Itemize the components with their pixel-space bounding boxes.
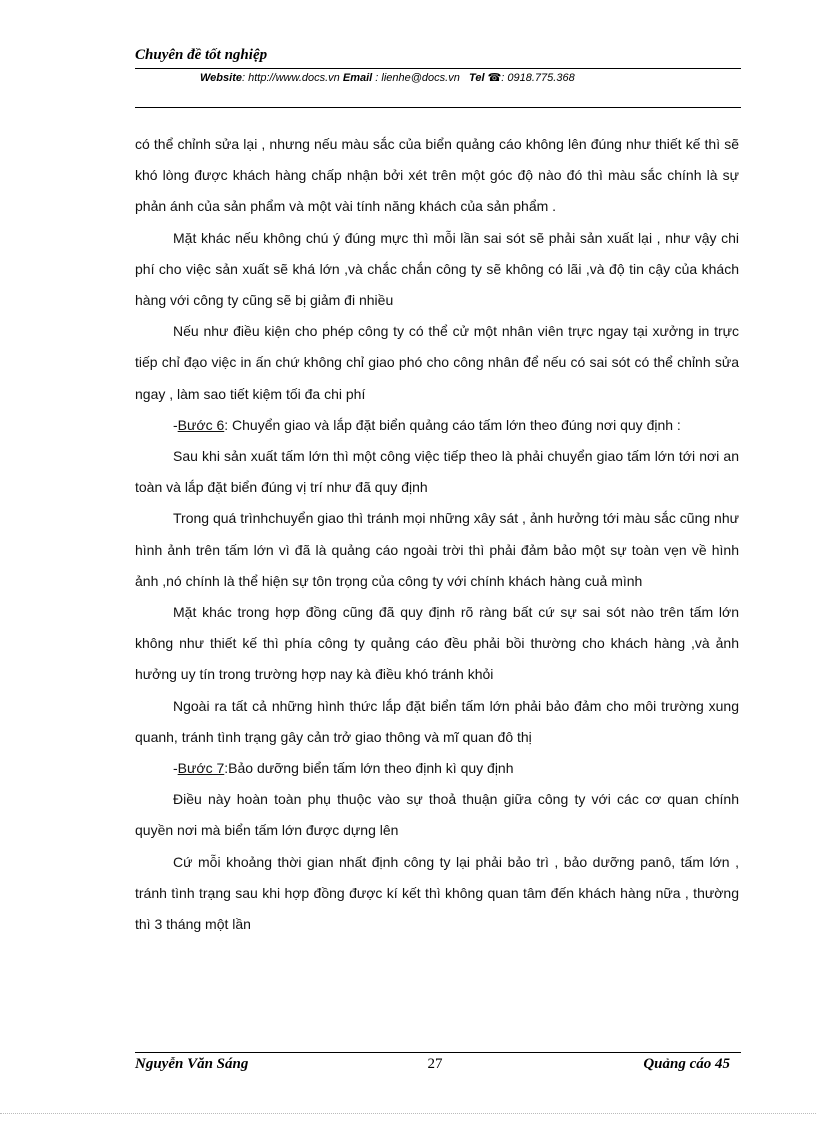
email-value: : lienhe@docs.vn (372, 72, 460, 84)
paragraph: Mặt khác trong hợp đồng cũng đã quy định rõ ràng bất cứ sự sai sót nào trên tấm lớn không như thiết kế thì phía công ty quảng cáo đều phải bồi thường cho khách hàng ,và ảnh hưởng uy tín trong trường hợp nay kà điều khó tránh khỏi (135, 604, 739, 683)
page-edge-dots (0, 1113, 816, 1114)
email-label: Email (342, 72, 373, 84)
phone-icon: ☎ (487, 72, 502, 84)
step-6-prefix: - (173, 416, 178, 433)
website-label: Website (200, 72, 242, 84)
tel-label: Tel (469, 72, 485, 84)
paragraph: có thể chỉnh sửa lại , nhưng nếu màu sắc của biển quảng cáo không lên đúng như thiết kế thì sẽ khó lòng được khách hàng chấp nhận bởi xét trên một góc độ nào đó thì màu sắc chính là sự phản ánh của sản phẩm và một vài tính năng khách của sản phẩm . (135, 136, 739, 215)
tel-value: : 0918.775.368 (501, 72, 575, 84)
page-number: 27 (427, 1056, 443, 1072)
paragraph: Điều này hoàn toàn phụ thuộc vào sự thoả thuận giữa công ty với các cơ quan chính quyền nơi mà biển tấm lớn được dựng lên (135, 791, 739, 839)
step-6-text: : Chuyển giao và lắp đặt biển quảng cáo tấm lớn theo đúng nơi quy định : (224, 416, 681, 433)
paragraph: Nếu như điều kiện cho phép công ty có thể cử một nhân viên trực ngay tại xưởng in trực tiếp chỉ đạo việc in ấn chứ không chỉ giao phó cho công nhân để nếu có sai sót có thể chỉnh sửa ngay , làm sao tiết kiệm tối đa chi phí (135, 323, 739, 402)
header-contact-line (200, 71, 575, 84)
body-text (135, 129, 739, 940)
footer-divider (135, 1052, 741, 1053)
paragraph: Mặt khác nếu không chú ý đúng mực thì mỗi lần sai sót sẽ phải sản xuất lại , như vậy chi phí cho việc sản xuất sẽ khá lớn ,và chắc chắn công ty sẽ không có lãi ,và độ tin cậy của khách hàng với công ty cũng sẽ bị giảm đi nhiều (135, 229, 739, 309)
step-7-text: :Bảo dưỡng biển tấm lớn theo định kì quy định (224, 760, 514, 777)
header-title: Chuyên đề tốt nghiệp (135, 47, 268, 63)
website-value: : http://www.docs.vn (241, 72, 340, 84)
footer-author: Nguyễn Văn Sáng (135, 1056, 249, 1072)
header-divider-top (135, 68, 741, 69)
header-divider-bottom (135, 107, 741, 108)
step-7-paragraph (135, 753, 739, 784)
step-6-label: Bước 6 (177, 416, 225, 433)
step-7-prefix: - (173, 760, 178, 777)
step-6-paragraph (135, 410, 739, 441)
step-7-label: Bước 7 (177, 760, 225, 777)
paragraph: Trong quá trìnhchuyển giao thì tránh mọi những xây sát , ảnh hưởng tới màu sắc cũng như hình ảnh trên tấm lớn vì đã là quảng cáo ngoài trời thì phải đảm bảo một sự toàn vẹn về hình ảnh ,nó chính là thể hiện sự tôn trọng của công ty với chính khách hàng cuả mình (135, 510, 739, 589)
paragraph: Sau khi sản xuất tấm lớn thì một công việc tiếp theo là phải chuyển giao tấm lớn tới nơi an toàn và lắp đặt biển đúng vị trí như đã quy định (135, 448, 739, 496)
paragraph: Ngoài ra tất cả những hình thức lắp đặt biển tấm lớn phải bảo đảm cho môi trường xung quanh, tránh tình trạng gây cản trở giao thông và mĩ quan đô thị (135, 697, 739, 745)
footer-course: Quảng cáo 45 (643, 1056, 730, 1072)
paragraph: Cứ mỗi khoảng thời gian nhất định công ty lại phải bảo trì , bảo dưỡng panô, tấm lớn , tránh tình trạng sau khi hợp đồng được kí kết thì không quan tâm đến khách hàng nữa , thường thì 3 tháng một lần (135, 853, 739, 933)
